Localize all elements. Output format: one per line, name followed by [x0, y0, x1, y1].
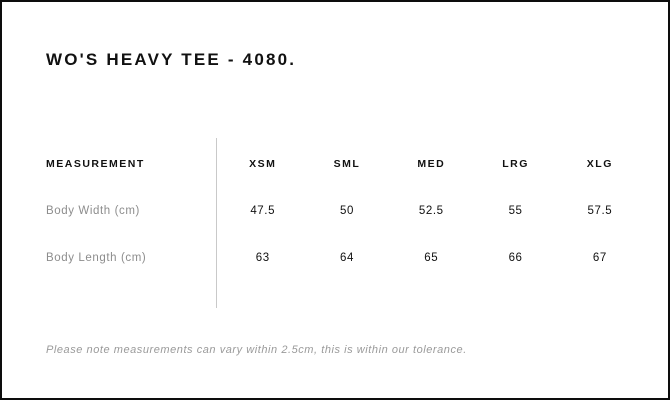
row-label-body-length: Body Length (cm)	[46, 251, 147, 264]
cell-body-width-xsm: 47.5	[250, 204, 276, 217]
column-header-xlg: XLG	[586, 157, 613, 170]
table-row	[46, 234, 642, 281]
column-header-sml: SML	[333, 157, 361, 170]
content-area	[46, 2, 638, 398]
cell-body-length-lrg: 66	[508, 251, 523, 264]
table-row	[46, 187, 642, 234]
cell-body-length-xsm: 63	[255, 251, 270, 264]
cell-body-width-lrg: 55	[508, 204, 523, 217]
cell-body-width-sml: 50	[340, 204, 354, 217]
tolerance-note: Please note measurements can vary within 2.5cm, this is within our tolerance.	[46, 344, 467, 356]
page-title: WO'S HEAVY TEE - 4080.	[46, 50, 297, 69]
table-body	[46, 187, 642, 281]
cell-body-length-sml: 64	[340, 251, 354, 264]
cell-body-width-xlg: 57.5	[587, 204, 613, 217]
table-header-row	[46, 140, 642, 187]
cell-body-length-xlg: 67	[592, 251, 607, 264]
cell-body-length-med: 65	[424, 251, 439, 264]
size-table-container	[46, 140, 642, 281]
cell-body-width-med: 52.5	[418, 204, 444, 217]
table-head	[46, 140, 642, 187]
row-label-body-width: Body Width (cm)	[46, 204, 140, 217]
column-header-med: MED	[417, 157, 446, 170]
column-header-measurement: MEASUREMENT	[46, 157, 145, 170]
column-header-xsm: XSM	[249, 157, 277, 170]
column-header-lrg: LRG	[502, 157, 529, 170]
size-table	[46, 140, 642, 281]
